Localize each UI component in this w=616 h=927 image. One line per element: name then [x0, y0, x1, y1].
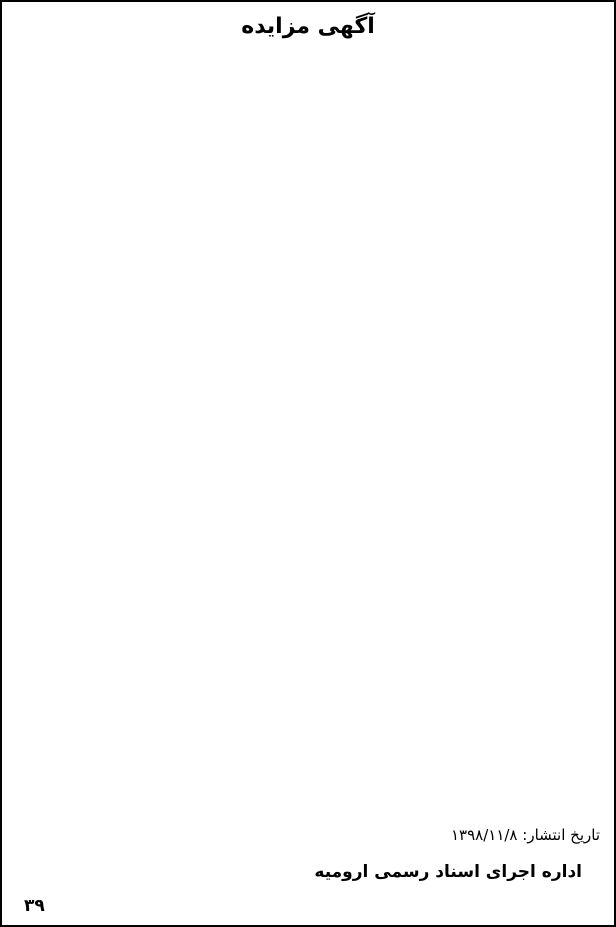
text-line [16, 248, 600, 249]
text-line [16, 584, 600, 585]
publication-date: تاریخ انتشار: ۱۳۹۸/۱۱/۸ [450, 826, 600, 844]
text-line [16, 640, 600, 641]
notice-body-text [16, 52, 600, 804]
issuer-name: اداره اجرای اسناد رسمی ارومیه [314, 862, 582, 882]
text-line [16, 52, 600, 53]
text-line [16, 752, 600, 753]
text-line [16, 164, 600, 165]
text-line [16, 304, 600, 305]
text-line [16, 780, 600, 781]
text-line [16, 416, 600, 417]
text-line [16, 472, 600, 473]
text-line [16, 556, 600, 557]
text-line [16, 332, 600, 333]
text-line [16, 528, 600, 529]
page-number: ۳۹ [24, 896, 45, 916]
text-line [16, 500, 600, 501]
text-line [16, 668, 600, 669]
text-line [16, 388, 600, 389]
text-line [16, 108, 600, 109]
text-line [16, 220, 600, 221]
text-line [16, 612, 600, 613]
text-line [16, 80, 600, 81]
text-line [16, 724, 600, 725]
notice-title: آگهی مزایده [241, 14, 375, 39]
text-line [16, 696, 600, 697]
text-line [16, 360, 600, 361]
text-line [16, 276, 600, 277]
text-line [16, 444, 600, 445]
text-line [16, 192, 600, 193]
text-line [16, 136, 600, 137]
